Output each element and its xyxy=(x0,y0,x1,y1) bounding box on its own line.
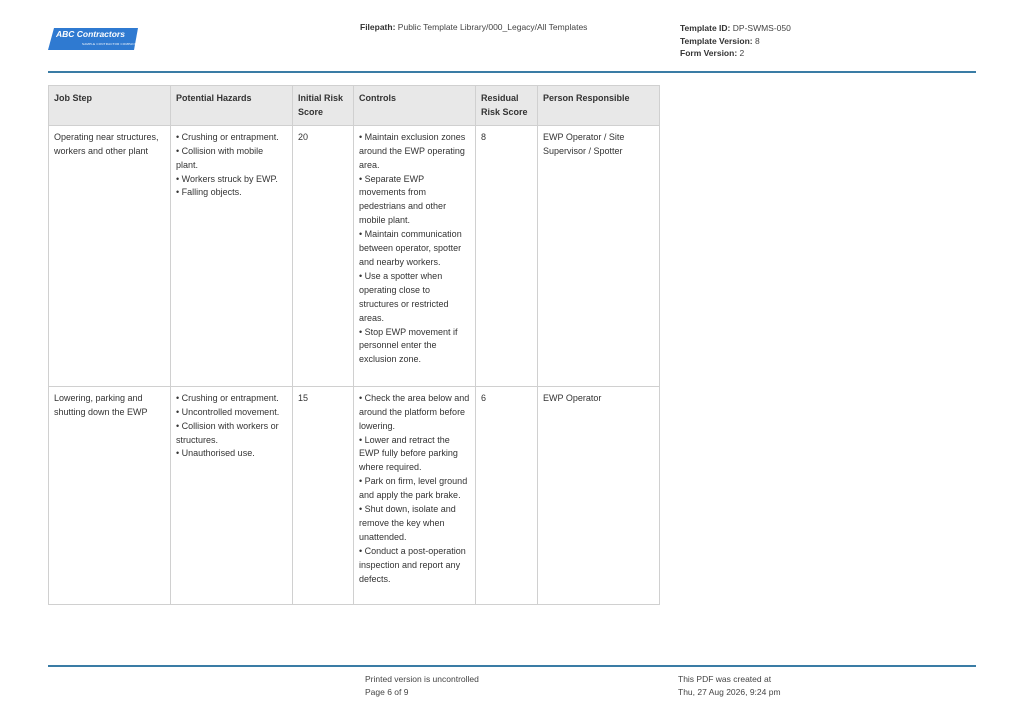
template-meta xyxy=(680,22,791,60)
form-version-value: 2 xyxy=(739,48,745,58)
footer-center xyxy=(365,673,479,698)
hazard-item: • Crushing or entrapment. xyxy=(176,131,279,142)
logo-text: ABC Contractors xyxy=(56,29,125,39)
form-version xyxy=(680,47,791,60)
control-item: • Maintain exclusion zones around the EWP operating area. xyxy=(359,131,466,170)
hazard-item: • Unauthorised use. xyxy=(176,448,255,459)
company-logo xyxy=(48,26,140,52)
created-label: This PDF was created at xyxy=(678,674,772,684)
hazard-item: • Collision with mobile plant. xyxy=(176,145,264,170)
control-item: • Park on firm, level ground and apply the park brake. xyxy=(359,476,468,501)
table-row xyxy=(49,125,660,386)
hazard-item: • Uncontrolled movement. xyxy=(176,406,280,417)
control-item: • Conduct a post-operation inspection and report any defects. xyxy=(359,545,466,584)
person-responsible-cell: EWP Operator / Site Supervisor / Spotter xyxy=(538,125,660,386)
control-item: • Check the area below and around the platform before lowering. xyxy=(359,392,470,431)
col-header-controls: Controls xyxy=(354,86,476,126)
controls-cell xyxy=(354,386,476,604)
residual-risk-cell: 6 xyxy=(476,386,538,604)
filepath-value: Public Template Library/000_Legacy/All Templates xyxy=(397,22,588,32)
job-step-cell: Lowering, parking and shutting down the EWP xyxy=(49,386,171,604)
residual-risk-cell: 8 xyxy=(476,125,538,386)
col-header-initial-risk: Initial Risk Score xyxy=(293,86,354,126)
template-id xyxy=(680,22,791,35)
created-timestamp: Thu, 27 Aug 2026, 9:24 pm xyxy=(678,686,781,697)
control-item: • Maintain communication between operator, spotter and nearby workers. xyxy=(359,229,462,267)
job-step-cell: Operating near structures, workers and other plant xyxy=(49,125,171,386)
control-item: • Shut down, isolate and remove the key when unattended. xyxy=(359,504,456,542)
col-header-hazards: Potential Hazards xyxy=(171,86,293,126)
control-item: • Stop EWP movement if personnel enter the exclusion zone. xyxy=(359,326,458,365)
initial-risk-cell: 15 xyxy=(293,386,354,604)
col-header-job-step: Job Step xyxy=(49,86,171,126)
table-header-row xyxy=(49,86,660,126)
hazards-cell xyxy=(171,386,293,604)
col-header-person: Person Responsible xyxy=(538,86,660,126)
template-id-label: Template ID: xyxy=(680,23,731,33)
hazards-cell xyxy=(171,125,293,386)
page-number: Page 6 of 9 xyxy=(365,686,409,697)
hazard-item: • Crushing or entrapment. xyxy=(176,392,279,403)
template-version-label: Template Version: xyxy=(680,35,753,46)
footer-right xyxy=(678,673,781,698)
form-version-label: Form Version: xyxy=(680,48,738,58)
header-divider xyxy=(48,71,976,73)
logo-subtext: SAMPLE CONTRACTOR COMPANY xyxy=(82,42,137,46)
controls-cell xyxy=(354,125,476,386)
hazard-item: • Workers struck by EWP. xyxy=(176,173,278,184)
uncontrolled-notice: Printed version is uncontrolled xyxy=(365,674,479,684)
col-header-residual-risk: Residual Risk Score xyxy=(476,86,538,126)
filepath-label: Filepath: xyxy=(360,22,396,32)
control-item: • Use a spotter when operating close to structures or restricted areas. xyxy=(359,270,449,323)
template-version-value: 8 xyxy=(754,35,760,46)
control-item: • Lower and retract the EWP fully before parking where required. xyxy=(359,434,458,473)
control-item: • Separate EWP movements from pedestrians and other mobile plant. xyxy=(359,173,447,226)
table-row xyxy=(49,386,660,604)
template-id-value: DP-SWMS-050 xyxy=(732,23,791,33)
initial-risk-cell: 20 xyxy=(293,125,354,386)
hazard-item: • Collision with workers or structures. xyxy=(176,420,279,445)
footer-divider xyxy=(48,665,976,667)
template-version xyxy=(680,35,791,48)
hazard-item: • Falling objects. xyxy=(176,187,242,198)
filepath xyxy=(360,22,587,32)
person-responsible-cell: EWP Operator xyxy=(538,386,660,604)
swms-table xyxy=(48,85,660,605)
